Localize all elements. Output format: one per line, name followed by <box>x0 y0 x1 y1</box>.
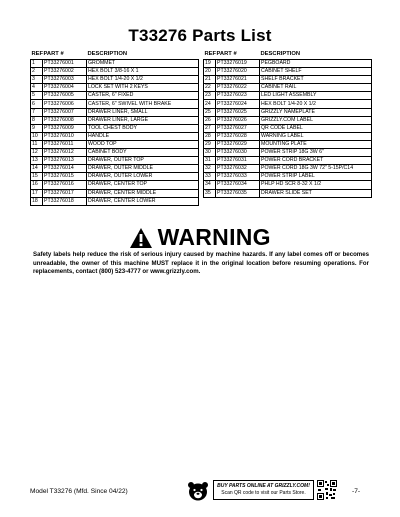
table-row <box>204 132 372 140</box>
part-number-cell: PT33276013 <box>43 157 87 165</box>
scan-qr-text: Scan QR code to visit our Parts Store. <box>221 489 306 496</box>
description-cell: HEX BOLT 1/4-20 X 1/2 <box>260 100 372 108</box>
description-cell: PEGBOARD <box>260 60 372 68</box>
table-row <box>204 68 372 76</box>
ref-cell: 28 <box>204 132 216 140</box>
ref-cell: 8 <box>31 116 43 124</box>
ref-cell: 3 <box>31 76 43 84</box>
part-number-cell: PT33276031 <box>216 157 260 165</box>
ref-cell: 2 <box>31 68 43 76</box>
part-number-cell: PT33276028 <box>216 132 260 140</box>
table-row <box>204 116 372 124</box>
ref-cell: 35 <box>204 189 216 197</box>
table-row <box>204 173 372 181</box>
warning-header <box>0 224 400 250</box>
table-row <box>204 100 372 108</box>
table-row <box>31 157 199 165</box>
part-number-cell: PT33276032 <box>216 165 260 173</box>
ref-cell: 20 <box>204 68 216 76</box>
part-number-cell: PT33276026 <box>216 116 260 124</box>
description-cell: SHELF BRACKET <box>260 76 372 84</box>
buy-online-text: BUY PARTS ONLINE AT GRIZZLY.COM! <box>217 483 310 489</box>
table-header-row <box>204 50 372 60</box>
part-number-cell: PT33276009 <box>43 124 87 132</box>
warning-title: WARNING <box>157 224 271 250</box>
description-cell: PHLP HD SCR 8-32 X 1/2 <box>260 181 372 189</box>
table-row <box>204 92 372 100</box>
table-row <box>31 189 199 197</box>
col-header-ref: REF <box>31 51 44 57</box>
table-row <box>31 165 199 173</box>
description-cell: LOCK SET WITH 2 KEYS <box>87 84 199 92</box>
table-row <box>31 100 199 108</box>
description-cell: GRIZZLY NAMEPLATE <box>260 108 372 116</box>
description-cell: MOUNTING PLATE <box>260 140 372 148</box>
ref-cell: 24 <box>204 100 216 108</box>
ref-cell: 1 <box>31 60 43 68</box>
ref-cell: 31 <box>204 157 216 165</box>
description-cell: CABINET SHELF <box>260 68 372 76</box>
description-cell: POWER STRIP 18G 3W 6" <box>260 149 372 157</box>
table-row <box>31 76 199 84</box>
description-cell: WARNING LABEL <box>260 132 372 140</box>
table-row <box>204 108 372 116</box>
table-row <box>204 140 372 148</box>
description-cell: LED LIGHT ASSEMBLY <box>260 92 372 100</box>
part-number-cell: PT33276003 <box>43 76 87 84</box>
warning-text: Safety labels help reduce the risk of serious injury caused by machine hazards. If any label comes off or becomes unreadable, the owner of this machine MUST replace it in the original location before resuming operations. For replacements, contact (800) 523-4777 or www.grizzly.com. <box>33 251 369 276</box>
part-number-cell: PT33276007 <box>43 108 87 116</box>
ref-cell: 25 <box>204 108 216 116</box>
table-row <box>31 92 199 100</box>
description-cell: DRAWER, OUTER TOP <box>87 157 199 165</box>
part-number-cell: PT33276005 <box>43 92 87 100</box>
table-header-row <box>31 50 199 60</box>
part-number-cell: PT33276023 <box>216 92 260 100</box>
ref-cell: 22 <box>204 84 216 92</box>
ref-cell: 29 <box>204 140 216 148</box>
description-cell: DRAWER, OUTER LOWER <box>87 173 199 181</box>
table-row <box>31 116 199 124</box>
ref-cell: 26 <box>204 116 216 124</box>
part-number-cell: PT33276002 <box>43 68 87 76</box>
part-number-cell: PT33276027 <box>216 124 260 132</box>
ref-cell: 12 <box>31 149 43 157</box>
parts-store-box[interactable] <box>213 480 314 500</box>
part-number-cell: PT33276010 <box>43 132 87 140</box>
part-number-cell: PT33276004 <box>43 84 87 92</box>
ref-cell: 9 <box>31 124 43 132</box>
table-row <box>31 108 199 116</box>
table-row <box>31 132 199 140</box>
table-row <box>31 181 199 189</box>
description-cell: DRAWER LINER, SMALL <box>87 108 199 116</box>
description-cell: CASTER, 6" FIXED <box>87 92 199 100</box>
description-cell: HEX BOLT 1/4-20 X 1/2 <box>87 76 199 84</box>
table-row <box>31 60 199 68</box>
ref-cell: 30 <box>204 149 216 157</box>
page-title: T33276 Parts List <box>128 26 272 45</box>
description-cell: DRAWER, CENTER MIDDLE <box>87 189 199 197</box>
part-number-cell: PT33276035 <box>216 189 260 197</box>
description-cell: DRAWER, CENTER LOWER <box>87 197 199 205</box>
ref-cell: 16 <box>31 181 43 189</box>
table-row <box>204 124 372 132</box>
col-header-desc: DESCRIPTION <box>87 51 128 57</box>
warning-triangle-icon <box>129 227 153 249</box>
ref-cell: 13 <box>31 157 43 165</box>
ref-cell: 23 <box>204 92 216 100</box>
table-row <box>204 60 372 68</box>
description-cell: POWER CORD 18G 3W 72" 5-15P/C14 <box>260 165 372 173</box>
ref-cell: 14 <box>31 165 43 173</box>
table-row <box>31 149 199 157</box>
table-row <box>31 68 199 76</box>
ref-cell: 6 <box>31 100 43 108</box>
model-label: Model T33276 (Mfd. Since 04/22) <box>30 488 128 495</box>
description-cell: DRAWER, OUTER MIDDLE <box>87 165 199 173</box>
part-number-cell: PT33276034 <box>216 181 260 189</box>
part-number-cell: PT33276016 <box>43 181 87 189</box>
table-row <box>31 140 199 148</box>
table-row <box>204 165 372 173</box>
col-header-part: PART # <box>216 51 237 57</box>
table-row <box>204 181 372 189</box>
col-header-part: PART # <box>43 51 64 57</box>
description-cell: DRAWER LINER, LARGE <box>87 116 199 124</box>
ref-cell: 34 <box>204 181 216 189</box>
part-number-cell: PT33276025 <box>216 108 260 116</box>
description-cell: CABINET BODY <box>87 149 199 157</box>
description-cell: DRAWER SLIDE SET <box>260 189 372 197</box>
ref-cell: 32 <box>204 165 216 173</box>
ref-cell: 7 <box>31 108 43 116</box>
part-number-cell: PT33276021 <box>216 76 260 84</box>
ref-cell: 33 <box>204 173 216 181</box>
col-header-desc: DESCRIPTION <box>260 51 301 57</box>
description-cell: CABINET RAIL <box>260 84 372 92</box>
description-cell: TOOL CHEST BODY <box>87 124 199 132</box>
ref-cell: 17 <box>31 189 43 197</box>
description-cell: HEX BOLT 3/8-16 X 1 <box>87 68 199 76</box>
parts-table-right <box>203 50 372 198</box>
part-number-cell: PT33276020 <box>216 68 260 76</box>
description-cell: GROMMET <box>87 60 199 68</box>
col-header-ref: REF <box>204 51 217 57</box>
part-number-cell: PT33276015 <box>43 173 87 181</box>
part-number-cell: PT33276012 <box>43 149 87 157</box>
part-number-cell: PT33276017 <box>43 189 87 197</box>
ref-cell: 10 <box>31 132 43 140</box>
table-row <box>31 124 199 132</box>
table-row <box>204 189 372 197</box>
part-number-cell: PT33276029 <box>216 140 260 148</box>
part-number-cell: PT33276024 <box>216 100 260 108</box>
parts-table-left <box>30 50 199 206</box>
table-row <box>204 76 372 84</box>
ref-cell: 5 <box>31 92 43 100</box>
table-row <box>31 84 199 92</box>
part-number-cell: PT33276022 <box>216 84 260 92</box>
description-cell: DRAWER, CENTER TOP <box>87 181 199 189</box>
part-number-cell: PT33276033 <box>216 173 260 181</box>
ref-cell: 15 <box>31 173 43 181</box>
ref-cell: 21 <box>204 76 216 84</box>
grizzly-bear-logo-icon <box>186 480 210 502</box>
table-row <box>31 173 199 181</box>
part-number-cell: PT33276001 <box>43 60 87 68</box>
ref-cell: 27 <box>204 124 216 132</box>
description-cell: CASTER, 6" SWIVEL WITH BRAKE <box>87 100 199 108</box>
ref-cell: 11 <box>31 140 43 148</box>
page-number: -7- <box>352 488 361 495</box>
part-number-cell: PT33276030 <box>216 149 260 157</box>
qr-code-icon[interactable] <box>317 480 337 500</box>
table-row <box>204 84 372 92</box>
ref-cell: 18 <box>31 197 43 205</box>
table-row <box>204 157 372 165</box>
description-cell: WOOD TOP <box>87 140 199 148</box>
ref-cell: 19 <box>204 60 216 68</box>
ref-cell: 4 <box>31 84 43 92</box>
part-number-cell: PT33276008 <box>43 116 87 124</box>
description-cell: POWER CORD BRACKET <box>260 157 372 165</box>
part-number-cell: PT33276006 <box>43 100 87 108</box>
description-cell: QR CODE LABEL <box>260 124 372 132</box>
part-number-cell: PT33276018 <box>43 197 87 205</box>
description-cell: GRIZZLY.COM LABEL <box>260 116 372 124</box>
description-cell: HANDLE <box>87 132 199 140</box>
table-row <box>31 197 199 205</box>
part-number-cell: PT33276011 <box>43 140 87 148</box>
table-row <box>204 149 372 157</box>
part-number-cell: PT33276014 <box>43 165 87 173</box>
description-cell: POWER STRIP LABEL <box>260 173 372 181</box>
part-number-cell: PT33276019 <box>216 60 260 68</box>
